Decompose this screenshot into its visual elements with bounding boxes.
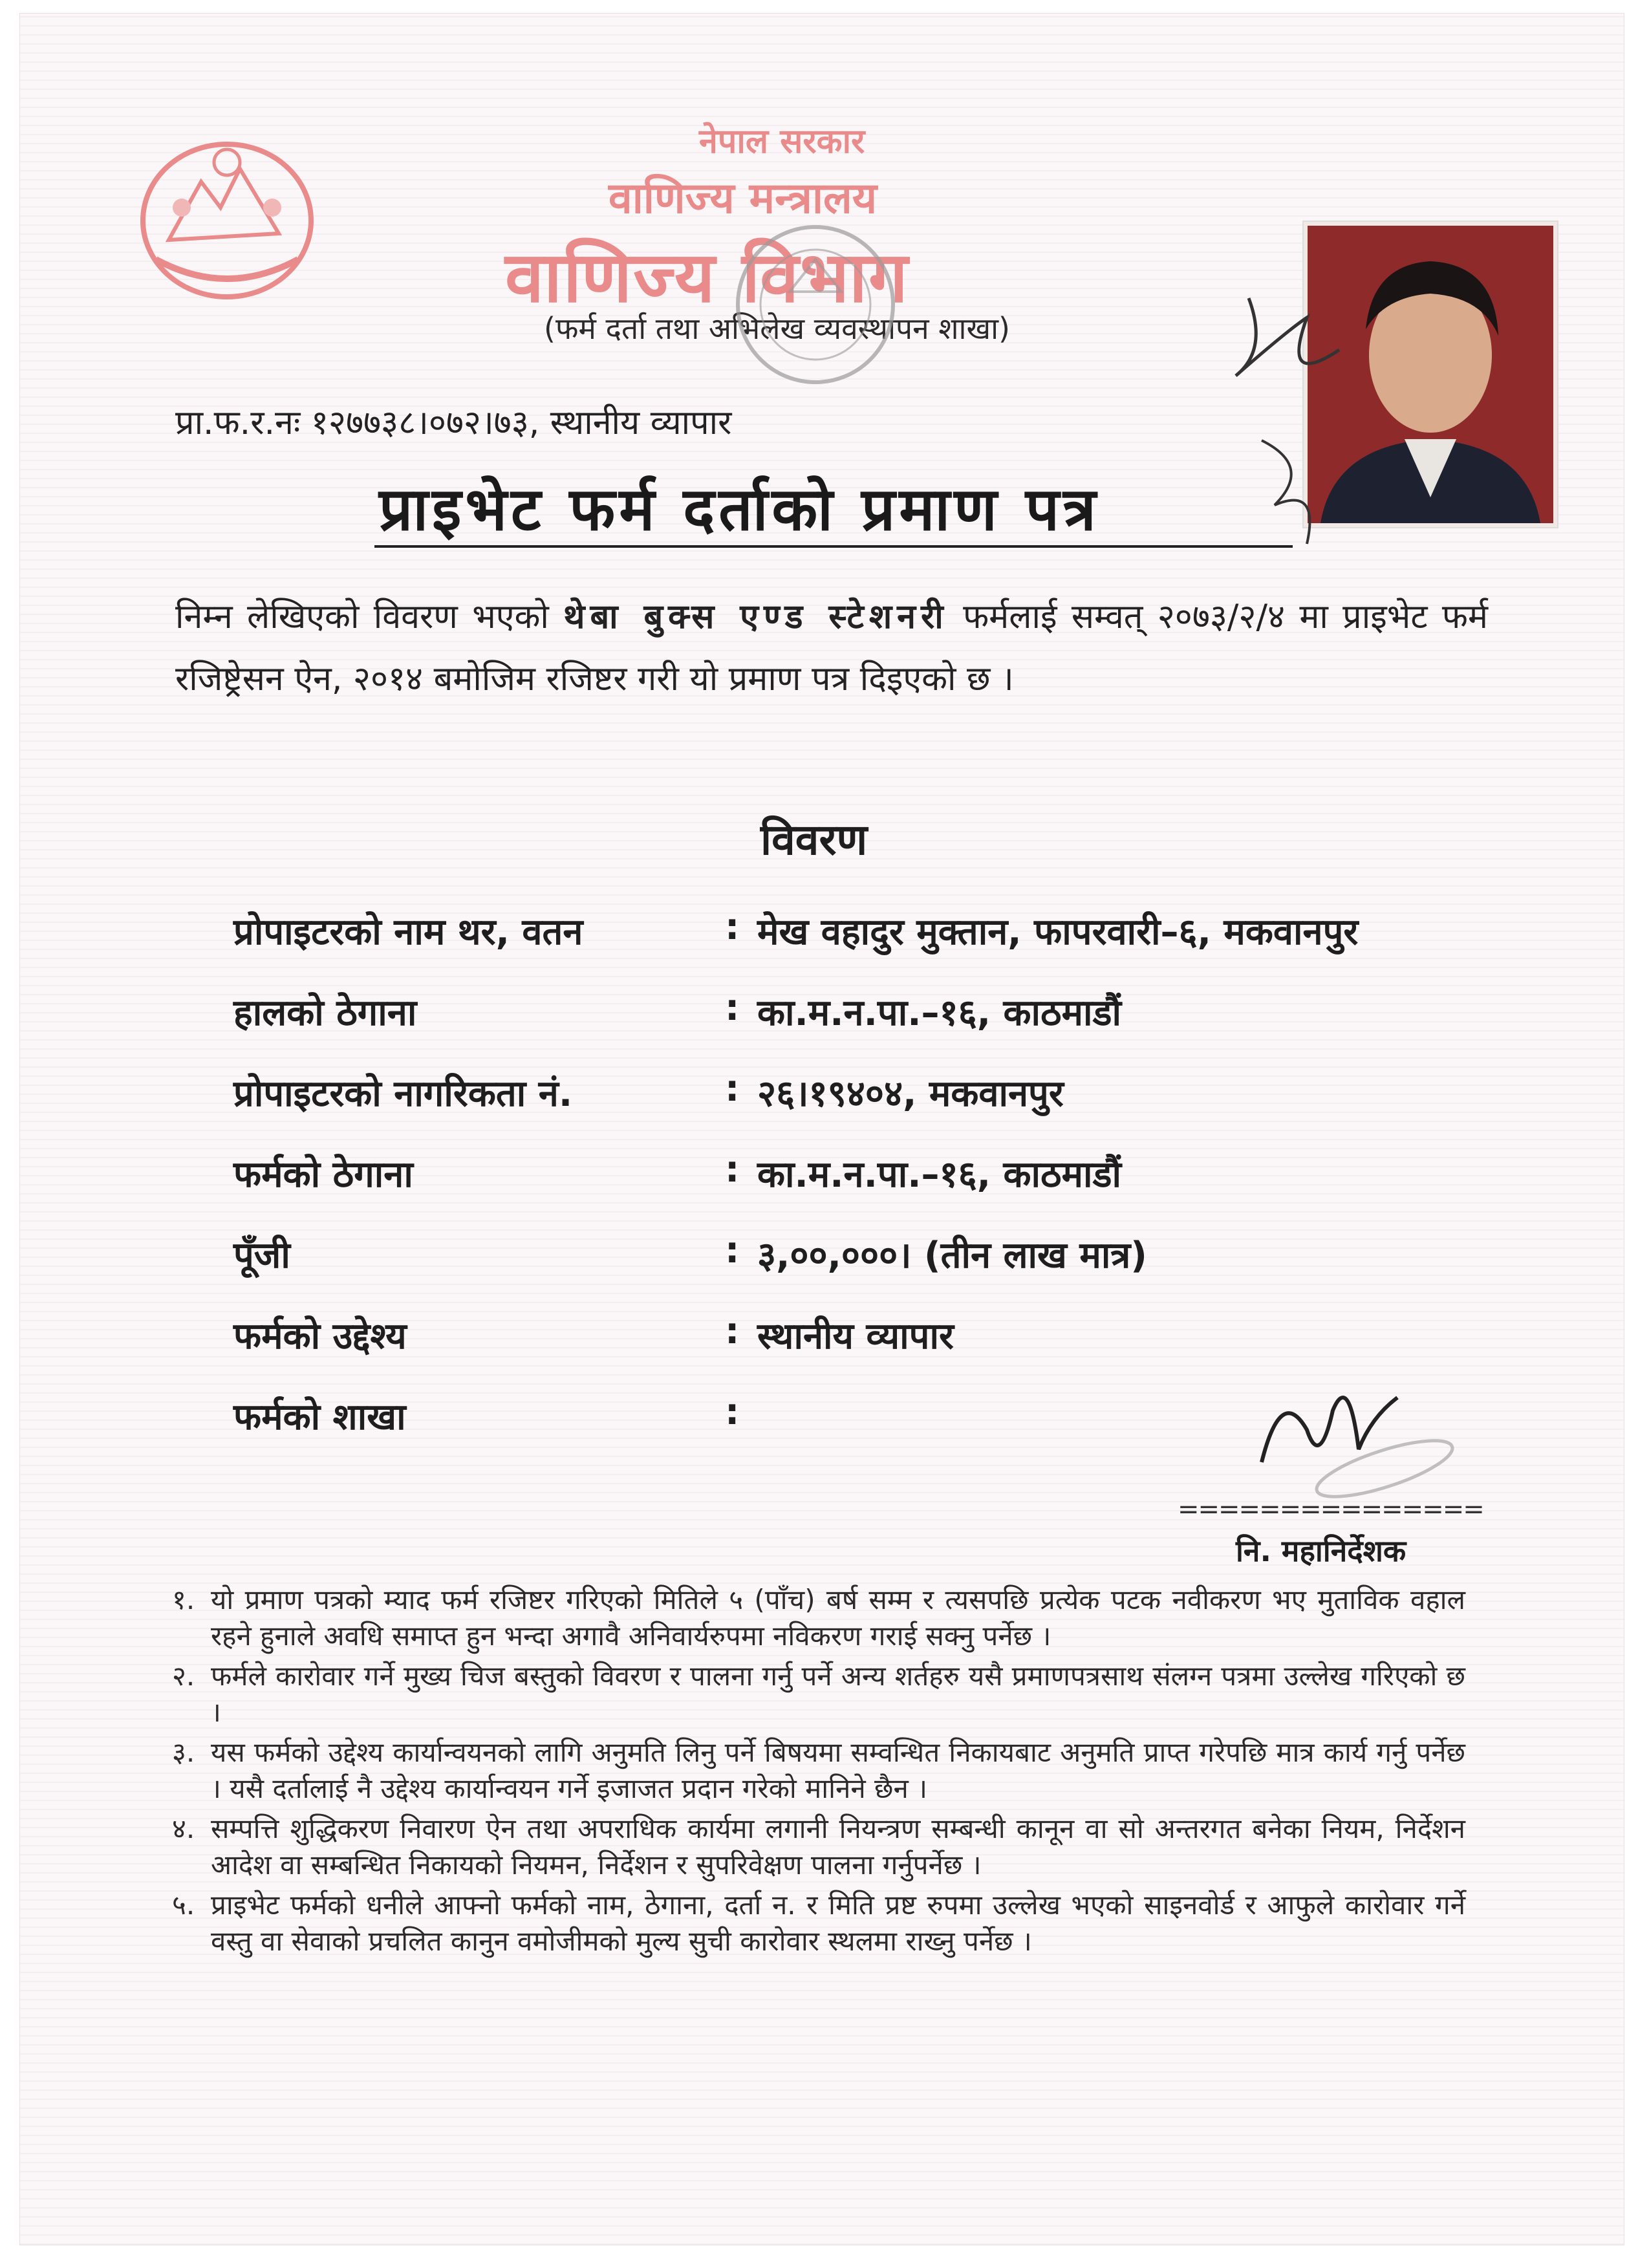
note-item (172, 1658, 1465, 1731)
detail-value: स्थानीय व्यापार (757, 1315, 954, 1357)
branch-name: (फर्म दर्ता तथा अभिलेख व्यवस्थापन शाखा) (544, 311, 1010, 346)
signatory-title: नि. महानिर्देशक (1236, 1533, 1406, 1568)
government-emblem-icon (130, 130, 324, 311)
detail-row-proprietor (233, 906, 1527, 964)
detail-label: पूँजी (233, 1235, 290, 1277)
detail-row-firm-address (233, 1149, 1527, 1207)
note-number: २. (172, 1660, 195, 1692)
intro-before: निम्न लेखिएको विवरण भएको (175, 598, 549, 636)
registration-number: प्रा.फ.र.नः १२७७३८।०७२।७३, स्थानीय व्यापार (175, 404, 732, 442)
intro-after: फर्मलाई सम्वत् २०७३/२/४ मा प्राइभेट फर्म रजिष्ट्रेसन ऐन, २०१४ बमोजिम रजिष्टर गरी यो प्रमाण पत्र दिइएको छ । (175, 598, 1489, 698)
certificate-title: प्राइभेट फर्म दर्ताको प्रमाण पत्र (379, 475, 1100, 544)
official-stamp-icon (718, 208, 912, 402)
signature-line: =============== (1178, 1495, 1483, 1524)
note-item (172, 1887, 1465, 1960)
certificate-page (19, 13, 1624, 2245)
note-item (172, 1734, 1465, 1807)
detail-label: फर्मको उद्देश्य (233, 1315, 407, 1357)
note-number: ५. (172, 1889, 195, 1921)
officer-signature-icon (1236, 1359, 1469, 1507)
detail-row-current-address (233, 987, 1527, 1045)
detail-label: हालको ठेगाना (233, 992, 417, 1034)
detail-value: मेख वहादुर मुक्तान, फापरवारी–६, मकवानपुर (757, 911, 1359, 953)
detail-separator: : (725, 1310, 740, 1352)
note-item (172, 1582, 1465, 1654)
intro-paragraph (175, 586, 1488, 710)
detail-label: फर्मको शाखा (233, 1396, 406, 1438)
details-heading: विवरण (760, 815, 868, 865)
note-text: प्राइभेट फर्मको धनीले आफ्नो फर्मको नाम, ठेगाना, दर्ता न. र मिति प्रष्ट रुपमा उल्लेख भएको साइनवोर्ड र आफुले कारोवार गर्ने वस्तु वा सेवाको प्रचलित कानुन वमोजीमको मुल्य सुची कारोवार स्थलमा राख्नु पर्नेछ । (211, 1889, 1466, 1957)
note-number: ४. (172, 1813, 195, 1844)
notes-list (172, 1582, 1465, 1963)
detail-value: ३,००,०००। (तीन लाख मात्र) (757, 1235, 1147, 1277)
detail-value: का.म.न.पा.–१६, काठमाडौं (757, 992, 1121, 1034)
detail-row-capital (233, 1229, 1527, 1288)
note-text: यो प्रमाण पत्रको म्याद फर्म रजिष्टर गरिएको मितिले ५ (पाँच) बर्ष सम्म र त्यसपछि प्रत्येक पटक नवीकरण भए मुताविक वहाल रहने हुनाले अवधि समाप्त हुन भन्दा अगावै अनिवार्यरुपमा नविकरण गराई सक्नु पर्नेछ । (211, 1584, 1465, 1652)
title-underline (374, 545, 1293, 548)
note-number: १. (172, 1584, 195, 1615)
signature-scribble-icon (1210, 272, 1378, 557)
detail-value: का.म.न.पा.–१६, काठमाडौं (757, 1154, 1121, 1196)
detail-row-citizenship (233, 1068, 1527, 1126)
department-name: वाणिज्य विभाग (505, 237, 909, 318)
firm-name: थेबा बुक्स एण्ड स्टेशनरी (563, 598, 949, 636)
detail-separator: : (725, 906, 740, 948)
detail-separator: : (725, 987, 740, 1029)
government-name: नेपाल सरकार (699, 122, 865, 161)
detail-label: प्रोपाइटरको नागरिकता नं. (233, 1073, 573, 1115)
note-text: यस फर्मको उद्देश्य कार्यान्वयनको लागि अनुमति लिनु पर्ने बिषयमा सम्वन्धित निकायबाट अनुमति प्राप्त गरेपछि मात्र कार्य गर्नु पर्नेछ । यसै दर्तालाई नै उद्देश्य कार्यान्वयन गर्ने इजाजत प्रदान गरेको मानिने छैन । (211, 1736, 1465, 1804)
detail-value: २६।१९४०४, मकवानपुर (757, 1073, 1064, 1115)
note-item (172, 1811, 1465, 1883)
note-number: ३. (172, 1736, 195, 1768)
detail-label: फर्मको ठेगाना (233, 1154, 413, 1196)
detail-separator: : (725, 1068, 740, 1110)
detail-separator: : (725, 1229, 740, 1271)
detail-label: प्रोपाइटरको नाम थर, वतन (233, 911, 583, 953)
ministry-name: वाणिज्य मन्त्रालय (609, 173, 878, 223)
note-text: सम्पत्ति शुद्धिकरण निवारण ऐन तथा अपराधिक कार्यमा लगानी नियन्त्रण सम्बन्धी कानून वा सो अन्तरगत बनेका नियम, निर्देशन आदेश वा सम्बन्धित निकायको नियमन, निर्देशन र सुपरिवेक्षण पालना गर्नुपर्नेछ । (211, 1813, 1465, 1881)
detail-separator: : (725, 1149, 740, 1191)
note-text: फर्मले कारोवार गर्ने मुख्य चिज बस्तुको विवरण र पालना गर्नु पर्ने अन्य शर्तहरु यसै प्रमाणपत्रसाथ संलग्न पत्रमा उल्लेख गरिएको छ । (211, 1660, 1465, 1728)
detail-separator: : (725, 1391, 740, 1433)
